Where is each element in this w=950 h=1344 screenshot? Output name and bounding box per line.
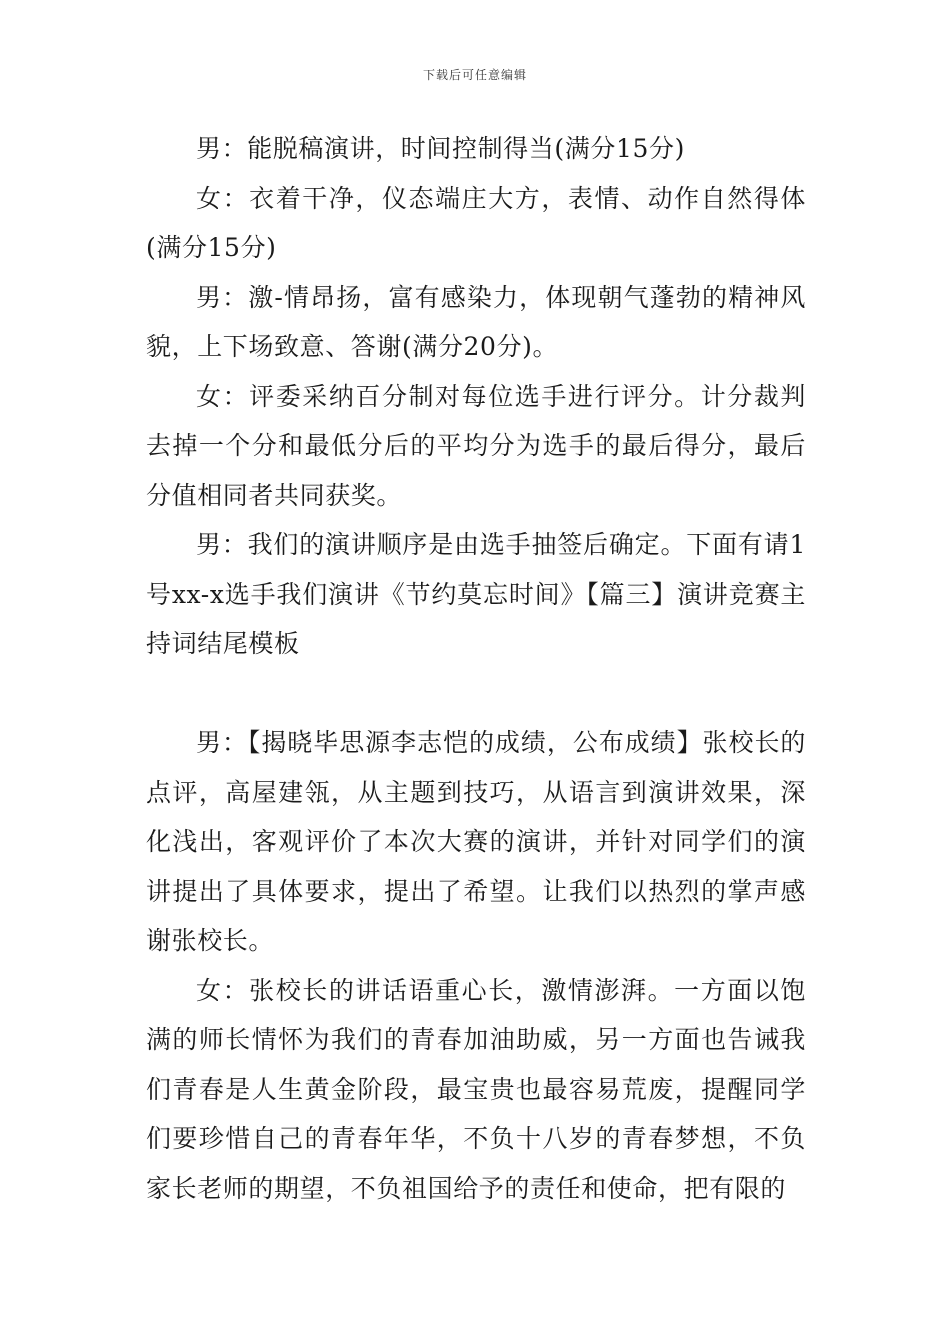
- paragraph-scoring-appearance: 女：衣着干净，仪态端庄大方，表情、动作自然得体(满分15分): [146, 183, 806, 262]
- paragraph-principal-review: 男：【揭晓毕思源李志恺的成绩，公布成绩】张校长的点评，高屋建瓴，从主题到技巧，从语言到演讲效果，深化浅出，客观评价了本次大赛的演讲，并针对同学们的演讲提出了具体要求，提出了希望。让我们以热烈的掌声感谢张校长。: [146, 728, 806, 955]
- paragraph-scoring-passion: 男：激-情昂扬，富有感染力，体现朝气蓬勃的精神风貌，上下场致意、答谢(满分20分)。: [146, 282, 806, 361]
- page-header: 下载后可任意编辑: [422, 68, 527, 82]
- paragraph-scoring-delivery: 男：能脱稿演讲，时间控制得当(满分15分): [196, 134, 685, 163]
- paragraph-scoring-method: 女：评委采纳百分制对每位选手进行评分。计分裁判去掉一个分和最低分后的平均分为选手的最后得分，最后分值相同者共同获奖。: [146, 381, 806, 510]
- paragraph-principal-speech: 女：张校长的讲话语重心长，激情澎湃。一方面以饱满的师长情怀为我们的青春加油助威，另一方面也告诫我们青春是人生黄金阶段，最宝贵也最容易荒废，提醒同学们要珍惜自己的青春年华，不负十八岁的青春梦想，不负家长老师的期望，不负祖国给予的责任和使命，把有限的: [146, 975, 806, 1203]
- paragraph-speech-order: 男：我们的演讲顺序是由选手抽签后确定。下面有请1号xx-x选手我们演讲《节约莫忘时间》【篇三】演讲竞赛主持词结尾模板: [146, 530, 806, 658]
- document-body: [146, 124, 806, 1213]
